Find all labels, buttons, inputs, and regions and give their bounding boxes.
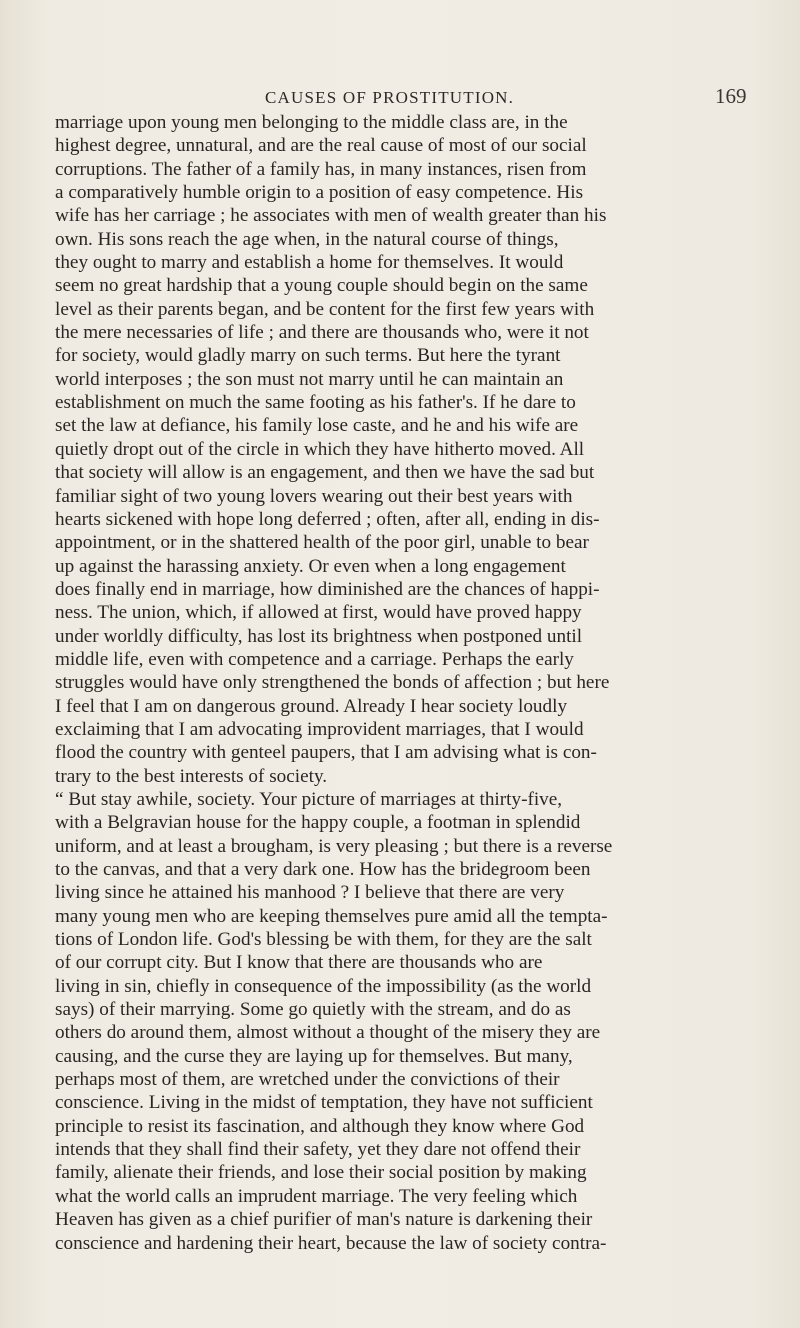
- text-line: for society, would gladly marry on such terms. But here the tyrant: [55, 345, 561, 367]
- text-line: family, alienate their friends, and lose their social position by making: [55, 1162, 587, 1184]
- text-line: quietly dropt out of the circle in which they have hitherto moved. All: [55, 438, 585, 460]
- text-line: trary to the best interests of society.: [55, 765, 328, 787]
- running-title: CAUSES OF PROSTITUTION.: [265, 88, 515, 107]
- text-line: causing, and the curse they are laying up for themselves. But many,: [55, 1045, 573, 1067]
- text-line: perhaps most of them, are wretched under the convictions of their: [55, 1069, 560, 1091]
- page-number: 169: [715, 84, 747, 108]
- text-line: highest degree, unnatural, and are the real cause of most of our social: [55, 135, 587, 157]
- text-line: corruptions. The father of a family has, in many instances, risen from: [55, 158, 587, 180]
- text-line: living in sin, chiefly in consequence of the impossibility (as the world: [55, 975, 592, 997]
- text-line: own. His sons reach the age when, in the natural course of things,: [55, 228, 559, 250]
- text-line: others do around them, almost without a thought of the misery they are: [55, 1022, 601, 1044]
- text-line: to the canvas, and that a very dark one. How has the bridegroom been: [55, 859, 591, 880]
- text-line: seem no great hardship that a young couple should begin on the same: [55, 275, 588, 297]
- text-line: familiar sight of two young lovers wearing out their best years with: [55, 485, 573, 507]
- text-line: living since he attained his manhood ? I believe that there are very: [55, 882, 565, 904]
- text-line: Heaven has given as a chief purifier of man's nature is darkening their: [55, 1209, 593, 1231]
- text-line: up against the harassing anxiety. Or even when a long engagement: [55, 555, 566, 577]
- text-line: level as their parents began, and be content for the first few years with: [55, 298, 595, 320]
- text-line: exclaiming that I am advocating improvident marriages, that I would: [55, 718, 584, 740]
- text-line: with a Belgravian house for the happy couple, a footman in splendid: [55, 812, 581, 834]
- text-line: hearts sickened with hope long deferred ; often, after all, ending in dis-: [55, 508, 600, 530]
- text-line: many young men who are keeping themselves pure amid all the tempta-: [55, 905, 608, 927]
- text-line: wife has her carriage ; he associates with men of wealth greater than his: [55, 205, 607, 227]
- text-line: establishment on much the same footing as his father's. If he dare to: [55, 392, 576, 414]
- text-line: appointment, or in the shattered health of the poor girl, unable to bear: [55, 532, 589, 554]
- text-line: conscience and hardening their heart, because the law of society contra-: [55, 1232, 607, 1254]
- text-line: does finally end in marriage, how diminished are the chances of happi-: [55, 578, 600, 600]
- text-line: conscience. Living in the midst of temptation, they have not sufficient: [55, 1092, 593, 1114]
- text-line: marriage upon young men belonging to the middle class are, in the: [55, 112, 568, 133]
- text-line: that society will allow is an engagement, and then we have the sad but: [55, 462, 595, 484]
- text-line: of our corrupt city. But I know that there are thousands who are: [55, 952, 543, 974]
- text-line: intends that they shall find their safety, yet they dare not offend their: [55, 1139, 581, 1161]
- text-line: “ But stay awhile, society. Your picture of marriages at thirty-five,: [55, 788, 563, 810]
- text-line: says) of their marrying. Some go quietly with the stream, and do as: [55, 999, 571, 1021]
- text-line: struggles would have only strengthened the bonds of affection ; but here: [55, 672, 610, 694]
- text-line: set the law at defiance, his family lose caste, and he and his wife are: [55, 415, 579, 437]
- text-line: tions of London life. God's blessing be with them, for they are the salt: [55, 929, 592, 951]
- text-line: ness. The union, which, if allowed at first, would have proved happy: [55, 602, 582, 624]
- text-line: a comparatively humble origin to a position of easy competence. His: [55, 182, 584, 204]
- text-line: flood the country with genteel paupers, that I am advising what is con-: [55, 742, 597, 764]
- text-line: what the world calls an imprudent marriage. The very feeling which: [55, 1185, 578, 1207]
- text-line: the mere necessaries of life ; and there are thousands who, were it not: [55, 322, 589, 344]
- text-line: they ought to marry and establish a home for themselves. It would: [55, 252, 564, 274]
- text-line: I feel that I am on dangerous ground. Already I hear society loudly: [55, 695, 568, 717]
- body-text: [55, 111, 713, 1255]
- running-head: [0, 84, 800, 110]
- text-line: middle life, even with competence and a carriage. Perhaps the early: [55, 648, 574, 670]
- text-line: world interposes ; the son must not marry until he can maintain an: [55, 368, 564, 390]
- text-line: under worldly difficulty, has lost its brightness when postponed until: [55, 625, 583, 647]
- text-line: principle to resist its fascination, and although they know where God: [55, 1115, 585, 1137]
- text-line: uniform, and at least a brougham, is very pleasing ; but there is a reverse: [55, 835, 613, 857]
